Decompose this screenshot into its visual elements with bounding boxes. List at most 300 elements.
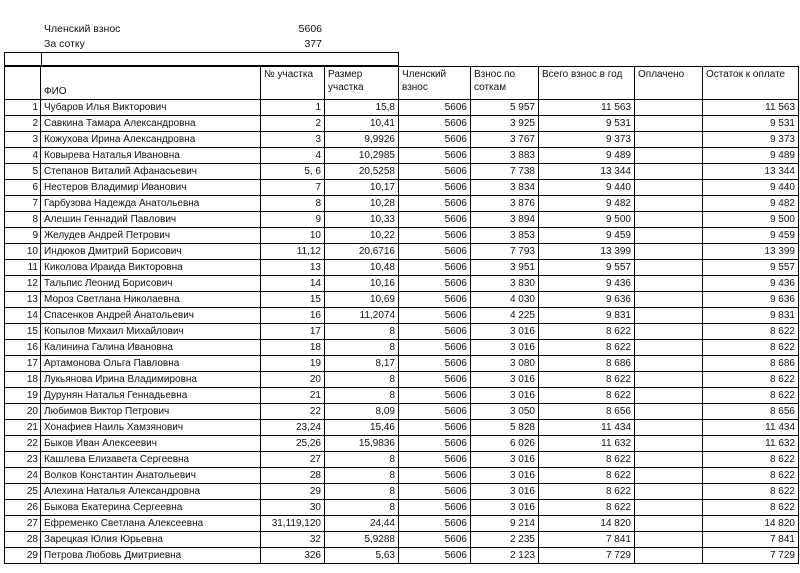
- plot-number-cell: 17: [261, 324, 325, 340]
- table-row: [5, 372, 799, 388]
- member-fee-cell: 5606: [399, 132, 471, 148]
- total-fee-cell: 8 622: [539, 372, 635, 388]
- balance-cell: 9 482: [703, 196, 799, 212]
- row-index: 17: [5, 356, 41, 372]
- name-cell: Хонафиев Наиль Хамзянович: [41, 420, 261, 436]
- balance-cell: 8 622: [703, 388, 799, 404]
- paid-cell: [635, 484, 703, 500]
- member-fee-cell: 5606: [399, 356, 471, 372]
- plot-number-cell: 16: [261, 308, 325, 324]
- paid-cell: [635, 132, 703, 148]
- plot-number-cell: 23,24: [261, 420, 325, 436]
- header-name: ФИО: [41, 67, 261, 100]
- per-sotka-fee-cell: 3 925: [471, 116, 539, 132]
- per-sotka-fee-cell: 6 026: [471, 436, 539, 452]
- plot-number-cell: 15: [261, 292, 325, 308]
- member-fee-cell: 5606: [399, 372, 471, 388]
- row-index: 25: [5, 484, 41, 500]
- balance-cell: 7 729: [703, 548, 799, 564]
- per-sotka-fee-cell: 9 214: [471, 516, 539, 532]
- total-fee-cell: 14 820: [539, 516, 635, 532]
- plot-number-cell: 27: [261, 452, 325, 468]
- plot-size-cell: 9,9926: [325, 132, 399, 148]
- plot-number-cell: 326: [261, 548, 325, 564]
- table-row: [5, 388, 799, 404]
- paid-cell: [635, 532, 703, 548]
- paid-cell: [635, 276, 703, 292]
- per-sotka-fee-cell: 3 830: [471, 276, 539, 292]
- table-row: [5, 500, 799, 516]
- member-fee-cell: 5606: [399, 404, 471, 420]
- balance-cell: 8 622: [703, 372, 799, 388]
- table-row: [5, 212, 799, 228]
- total-fee-cell: 9 636: [539, 292, 635, 308]
- header-size: [325, 67, 399, 100]
- balance-cell: 13 399: [703, 244, 799, 260]
- plot-size-cell: 5,9288: [325, 532, 399, 548]
- per-sotka-fee-cell: 2 235: [471, 532, 539, 548]
- total-fee-cell: 9 500: [539, 212, 635, 228]
- table-row: [5, 116, 799, 132]
- member-fee-cell: 5606: [399, 436, 471, 452]
- name-cell: Индюков Дмитрий Борисович: [41, 244, 261, 260]
- paid-cell: [635, 388, 703, 404]
- member-fee-cell: 5606: [399, 388, 471, 404]
- plot-size-cell: 20,5258: [325, 164, 399, 180]
- header-row: [5, 67, 799, 100]
- empty-separator-row: [4, 52, 399, 66]
- plot-size-cell: 10,16: [325, 276, 399, 292]
- balance-cell: 9 500: [703, 212, 799, 228]
- name-cell: Любимов Виктор Петрович: [41, 404, 261, 420]
- table-row: [5, 324, 799, 340]
- per-sotka-fee-cell: 3 016: [471, 452, 539, 468]
- paid-cell: [635, 244, 703, 260]
- plot-number-cell: 2: [261, 116, 325, 132]
- table-row: [5, 468, 799, 484]
- member-fee-cell: 5606: [399, 260, 471, 276]
- row-index: 2: [5, 116, 41, 132]
- plot-size-cell: 10,41: [325, 116, 399, 132]
- member-fee-cell: 5606: [399, 212, 471, 228]
- plot-number-cell: 31,119,120: [261, 516, 325, 532]
- plot-size-cell: 8: [325, 500, 399, 516]
- per-sotka-fee-cell: 3 016: [471, 500, 539, 516]
- plot-number-cell: 11,12: [261, 244, 325, 260]
- plot-number-cell: 20: [261, 372, 325, 388]
- table-row: [5, 404, 799, 420]
- balance-cell: 9 489: [703, 148, 799, 164]
- header-per-sotka: [471, 67, 539, 100]
- total-fee-cell: 9 531: [539, 116, 635, 132]
- member-fee-cell: 5606: [399, 532, 471, 548]
- paid-cell: [635, 196, 703, 212]
- member-fee-cell: 5606: [399, 180, 471, 196]
- plot-number-cell: 29: [261, 484, 325, 500]
- paid-cell: [635, 436, 703, 452]
- total-fee-cell: 8 686: [539, 356, 635, 372]
- fees-table: [4, 66, 799, 564]
- member-fee-cell: 5606: [399, 228, 471, 244]
- name-cell: Быкова Екатерина Сергеевна: [41, 500, 261, 516]
- table-row: [5, 180, 799, 196]
- name-cell: Лукьянова Ирина Владимировна: [41, 372, 261, 388]
- row-index: 27: [5, 516, 41, 532]
- row-index: 26: [5, 500, 41, 516]
- plot-size-cell: 10,28: [325, 196, 399, 212]
- row-index: 6: [5, 180, 41, 196]
- name-cell: Волков Константин Анатольевич: [41, 468, 261, 484]
- plot-size-cell: 10,2985: [325, 148, 399, 164]
- total-fee-cell: 11 434: [539, 420, 635, 436]
- row-index: 22: [5, 436, 41, 452]
- member-fee-cell: 5606: [399, 116, 471, 132]
- table-row: [5, 228, 799, 244]
- table-body: [5, 100, 799, 564]
- table-row: [5, 276, 799, 292]
- table-row: [5, 100, 799, 116]
- total-fee-cell: 9 831: [539, 308, 635, 324]
- paid-cell: [635, 180, 703, 196]
- paid-cell: [635, 372, 703, 388]
- paid-cell: [635, 324, 703, 340]
- plot-size-cell: 8: [325, 324, 399, 340]
- balance-cell: 7 841: [703, 532, 799, 548]
- paid-cell: [635, 260, 703, 276]
- paid-cell: [635, 116, 703, 132]
- plot-number-cell: 32: [261, 532, 325, 548]
- plot-number-cell: 18: [261, 340, 325, 356]
- paid-cell: [635, 228, 703, 244]
- name-cell: Дурунян Наталья Геннадьевна: [41, 388, 261, 404]
- member-fee-cell: 5606: [399, 340, 471, 356]
- total-fee-cell: 8 622: [539, 484, 635, 500]
- name-cell: Мороз Светлана Николаевна: [41, 292, 261, 308]
- row-index: 9: [5, 228, 41, 244]
- balance-cell: 8 656: [703, 404, 799, 420]
- plot-size-cell: 10,48: [325, 260, 399, 276]
- table-row: [5, 452, 799, 468]
- paid-cell: [635, 500, 703, 516]
- member-fee-cell: 5606: [399, 452, 471, 468]
- row-index: 8: [5, 212, 41, 228]
- header-fee-line2: взнос: [402, 82, 428, 93]
- balance-cell: 9 831: [703, 308, 799, 324]
- total-fee-cell: 8 622: [539, 468, 635, 484]
- name-cell: Быков Иван Алексеевич: [41, 436, 261, 452]
- name-cell: Алешин Геннадий Павлович: [41, 212, 261, 228]
- balance-cell: 9 636: [703, 292, 799, 308]
- plot-size-cell: 10,33: [325, 212, 399, 228]
- plot-number-cell: 4: [261, 148, 325, 164]
- fee-value: 5606: [298, 23, 322, 35]
- per-sotka-fee-cell: 3 016: [471, 372, 539, 388]
- total-fee-cell: 9 459: [539, 228, 635, 244]
- name-cell: Желудев Андрей Петрович: [41, 228, 261, 244]
- row-index: 11: [5, 260, 41, 276]
- name-cell: Тальпис Леонид Борисович: [41, 276, 261, 292]
- row-index: 20: [5, 404, 41, 420]
- balance-cell: 11 632: [703, 436, 799, 452]
- row-index: 13: [5, 292, 41, 308]
- member-fee-cell: 5606: [399, 148, 471, 164]
- total-fee-cell: 8 622: [539, 324, 635, 340]
- total-fee-cell: 7 729: [539, 548, 635, 564]
- plot-number-cell: 22: [261, 404, 325, 420]
- name-cell: Чубаров Илья Викторович: [41, 100, 261, 116]
- balance-cell: 9 531: [703, 116, 799, 132]
- balance-cell: 8 622: [703, 468, 799, 484]
- table-row: [5, 164, 799, 180]
- plot-number-cell: 3: [261, 132, 325, 148]
- member-fee-cell: 5606: [399, 196, 471, 212]
- plot-number-cell: 14: [261, 276, 325, 292]
- member-fee-cell: 5606: [399, 468, 471, 484]
- header-fee-line1: Членский: [402, 69, 447, 80]
- member-fee-cell: 5606: [399, 516, 471, 532]
- balance-cell: 13 344: [703, 164, 799, 180]
- member-fee-cell: 5606: [399, 276, 471, 292]
- plot-number-cell: 19: [261, 356, 325, 372]
- row-index: 7: [5, 196, 41, 212]
- name-cell: Ефременко Светлана Алексеевна: [41, 516, 261, 532]
- per-sotka-fee-cell: 5 957: [471, 100, 539, 116]
- row-index: 4: [5, 148, 41, 164]
- plot-size-cell: 8: [325, 468, 399, 484]
- column-divider: [41, 53, 42, 65]
- total-fee-cell: 7 841: [539, 532, 635, 548]
- per-sotka-fee-cell: 4 225: [471, 308, 539, 324]
- paid-cell: [635, 308, 703, 324]
- member-fee-cell: 5606: [399, 420, 471, 436]
- paid-cell: [635, 420, 703, 436]
- plot-number-cell: 5, 6: [261, 164, 325, 180]
- total-fee-cell: 11 632: [539, 436, 635, 452]
- name-cell: Савкина Тамара Александровна: [41, 116, 261, 132]
- table-row: [5, 148, 799, 164]
- balance-cell: 8 622: [703, 500, 799, 516]
- row-index: 1: [5, 100, 41, 116]
- per-sotka-fee-cell: 3 883: [471, 148, 539, 164]
- table-row: [5, 260, 799, 276]
- plot-size-cell: 15,9836: [325, 436, 399, 452]
- plot-number-cell: 30: [261, 500, 325, 516]
- paid-cell: [635, 212, 703, 228]
- name-cell: Киколова Ираида Викторовна: [41, 260, 261, 276]
- balance-cell: 9 436: [703, 276, 799, 292]
- per-sotka-fee-cell: 3 016: [471, 484, 539, 500]
- per-sotka-fee-cell: 3 834: [471, 180, 539, 196]
- row-index: 14: [5, 308, 41, 324]
- plot-number-cell: 13: [261, 260, 325, 276]
- per-sotka-fee-cell: 3 080: [471, 356, 539, 372]
- row-index: 21: [5, 420, 41, 436]
- header-total: Всего взнос в год: [539, 67, 635, 100]
- paid-cell: [635, 148, 703, 164]
- plot-size-cell: 20,6716: [325, 244, 399, 260]
- row-index: 10: [5, 244, 41, 260]
- row-index: 28: [5, 532, 41, 548]
- plot-size-cell: 8: [325, 388, 399, 404]
- per-sotka-fee-cell: 3 767: [471, 132, 539, 148]
- total-fee-cell: 13 399: [539, 244, 635, 260]
- member-fee-cell: 5606: [399, 308, 471, 324]
- per-sotka-fee-cell: 7 793: [471, 244, 539, 260]
- name-cell: Нестеров Владимир Иванович: [41, 180, 261, 196]
- table-row: [5, 132, 799, 148]
- paid-cell: [635, 468, 703, 484]
- per-sotka-fee-cell: 5 828: [471, 420, 539, 436]
- total-fee-cell: 9 373: [539, 132, 635, 148]
- plot-size-cell: 10,17: [325, 180, 399, 196]
- name-cell: Кашлева Елизавета Сергеевна: [41, 452, 261, 468]
- plot-size-cell: 10,22: [325, 228, 399, 244]
- header-size-line1: Размер: [328, 69, 363, 80]
- member-fee-cell: 5606: [399, 292, 471, 308]
- plot-size-cell: 24,44: [325, 516, 399, 532]
- name-cell: Копылов Михаил Михайлович: [41, 324, 261, 340]
- total-fee-cell: 8 656: [539, 404, 635, 420]
- paid-cell: [635, 404, 703, 420]
- total-fee-cell: 8 622: [539, 388, 635, 404]
- header-fee: [399, 67, 471, 100]
- header-per-sotka-line2: соткам: [474, 82, 507, 93]
- balance-cell: 8 622: [703, 340, 799, 356]
- table-row: [5, 420, 799, 436]
- fee-label: Членский взнос: [44, 23, 121, 35]
- table-row: [5, 292, 799, 308]
- plot-size-cell: 15,8: [325, 100, 399, 116]
- row-index: 24: [5, 468, 41, 484]
- plot-size-cell: 15,46: [325, 420, 399, 436]
- header-plot: № участка: [261, 67, 325, 100]
- paid-cell: [635, 292, 703, 308]
- paid-cell: [635, 100, 703, 116]
- name-cell: Артамонова Ольга Павловна: [41, 356, 261, 372]
- row-index: 29: [5, 548, 41, 564]
- header-index: [5, 67, 41, 100]
- balance-cell: 9 373: [703, 132, 799, 148]
- member-fee-cell: 5606: [399, 244, 471, 260]
- per-sotka-fee-cell: 3 016: [471, 388, 539, 404]
- plot-size-cell: 10,69: [325, 292, 399, 308]
- total-fee-cell: 11 563: [539, 100, 635, 116]
- balance-cell: 8 622: [703, 452, 799, 468]
- plot-number-cell: 7: [261, 180, 325, 196]
- per-sotka-fee-cell: 3 894: [471, 212, 539, 228]
- total-fee-cell: 9 436: [539, 276, 635, 292]
- name-cell: Степанов Виталий Афанасьевич: [41, 164, 261, 180]
- balance-cell: 11 434: [703, 420, 799, 436]
- plot-size-cell: 8: [325, 372, 399, 388]
- row-index: 18: [5, 372, 41, 388]
- per-sotka-fee-cell: 3 016: [471, 324, 539, 340]
- member-fee-cell: 5606: [399, 324, 471, 340]
- per-sotka-fee-cell: 3 951: [471, 260, 539, 276]
- table-row: [5, 244, 799, 260]
- table-row: [5, 532, 799, 548]
- plot-size-cell: 8: [325, 340, 399, 356]
- name-cell: Калинина Галина Ивановна: [41, 340, 261, 356]
- total-fee-cell: 8 622: [539, 500, 635, 516]
- balance-cell: 8 622: [703, 324, 799, 340]
- header-per-sotka-line1: Взнос по: [474, 69, 516, 80]
- plot-number-cell: 8: [261, 196, 325, 212]
- member-fee-cell: 5606: [399, 548, 471, 564]
- header-balance: Остаток к оплате: [703, 67, 799, 100]
- total-fee-cell: 13 344: [539, 164, 635, 180]
- plot-size-cell: 8: [325, 452, 399, 468]
- plot-number-cell: 1: [261, 100, 325, 116]
- member-fee-cell: 5606: [399, 100, 471, 116]
- name-cell: Зарецкая Юлия Юрьевна: [41, 532, 261, 548]
- balance-cell: 14 820: [703, 516, 799, 532]
- per-sotka-fee-cell: 7 738: [471, 164, 539, 180]
- paid-cell: [635, 356, 703, 372]
- row-index: 5: [5, 164, 41, 180]
- balance-cell: 8 686: [703, 356, 799, 372]
- row-index: 16: [5, 340, 41, 356]
- plot-size-cell: 11,2074: [325, 308, 399, 324]
- paid-cell: [635, 516, 703, 532]
- name-cell: Алехина Наталья Александровна: [41, 484, 261, 500]
- row-index: 3: [5, 132, 41, 148]
- total-fee-cell: 8 622: [539, 340, 635, 356]
- row-index: 15: [5, 324, 41, 340]
- paid-cell: [635, 452, 703, 468]
- table-row: [5, 548, 799, 564]
- balance-cell: 8 622: [703, 484, 799, 500]
- table-row: [5, 196, 799, 212]
- row-index: 12: [5, 276, 41, 292]
- plot-number-cell: 28: [261, 468, 325, 484]
- total-fee-cell: 9 557: [539, 260, 635, 276]
- paid-cell: [635, 548, 703, 564]
- paid-cell: [635, 164, 703, 180]
- balance-cell: 9 557: [703, 260, 799, 276]
- plot-number-cell: 25,26: [261, 436, 325, 452]
- plot-size-cell: 8,09: [325, 404, 399, 420]
- per-sotka-fee-cell: 3 016: [471, 468, 539, 484]
- name-cell: Гарбузова Надежда Анатольевна: [41, 196, 261, 212]
- header-paid: Оплачено: [635, 67, 703, 100]
- name-cell: Кожухова Ирина Александровна: [41, 132, 261, 148]
- header-size-line2: участка: [328, 82, 364, 93]
- table-row: [5, 516, 799, 532]
- per-sotka-fee-cell: 3 853: [471, 228, 539, 244]
- table-row: [5, 436, 799, 452]
- table-row: [5, 340, 799, 356]
- plot-size-cell: 5,63: [325, 548, 399, 564]
- name-cell: Петрова Любовь Дмитриевна: [41, 548, 261, 564]
- balance-cell: 9 440: [703, 180, 799, 196]
- total-fee-cell: 9 482: [539, 196, 635, 212]
- member-fee-cell: 5606: [399, 500, 471, 516]
- table-row: [5, 484, 799, 500]
- total-fee-cell: 9 489: [539, 148, 635, 164]
- total-fee-cell: 8 622: [539, 452, 635, 468]
- total-fee-cell: 9 440: [539, 180, 635, 196]
- table-row: [5, 356, 799, 372]
- balance-cell: 9 459: [703, 228, 799, 244]
- plot-number-cell: 10: [261, 228, 325, 244]
- name-cell: Спасенков Андрей Анатольевич: [41, 308, 261, 324]
- paid-cell: [635, 340, 703, 356]
- balance-cell: 11 563: [703, 100, 799, 116]
- per-sotka-fee-cell: 2 123: [471, 548, 539, 564]
- per-sotka-fee-cell: 4 030: [471, 292, 539, 308]
- row-index: 19: [5, 388, 41, 404]
